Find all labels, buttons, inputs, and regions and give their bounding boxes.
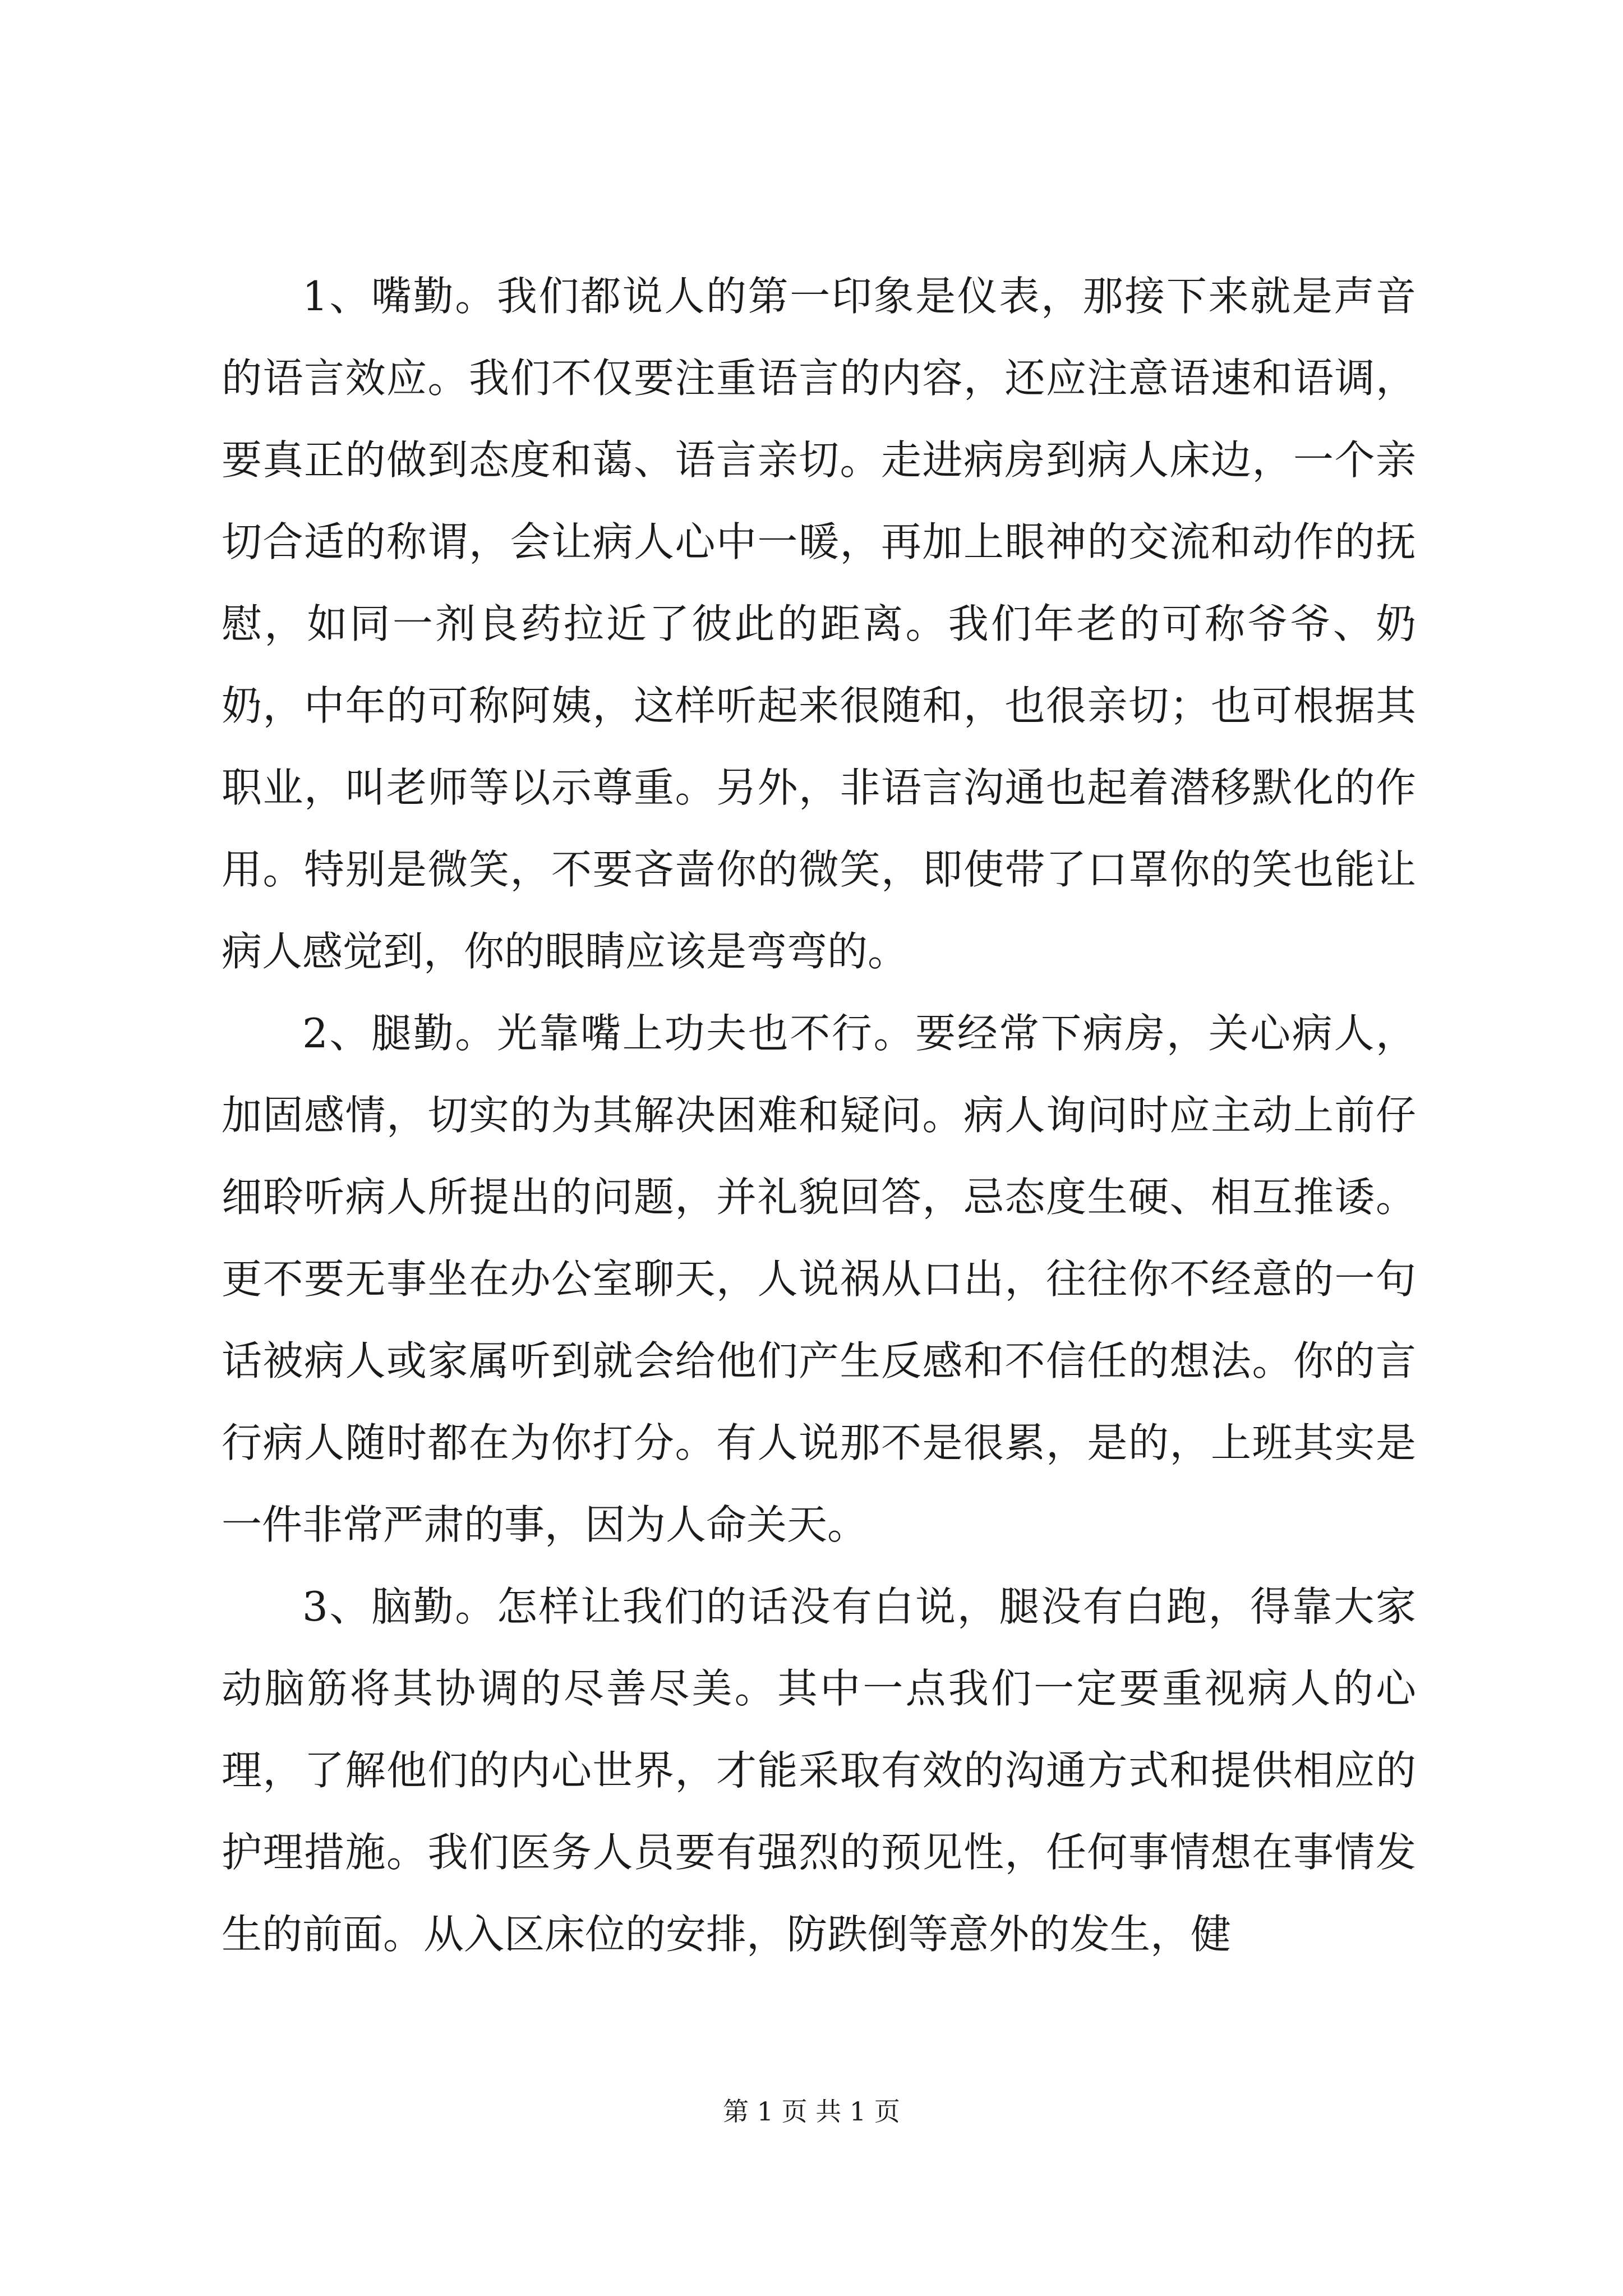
- page-footer: 第 1 页 共 1 页: [723, 2096, 900, 2127]
- paragraph-mouth-diligence: 1、嘴勤。我们都说人的第一印象是仪表，那接下来就是声音的语言效应。我们不仅要注重语言的内容，还应注意语速和语调，要真正的做到态度和蔼、语言亲切。走进病房到病人床边，一个亲切合适的称谓，会让病人心中一暖，再加上眼神的交流和动作的抚慰，如同一剂良药拉近了彼此的距离。我们年老的可称爷爷、奶奶，中年的可称阿姨，这样听起来很随和，也很亲切；也可根据其职业，叫老师等以示尊重。另外，非语言沟通也起着潜移默化的作用。特别是微笑，不要吝啬你的微笑，即使带了口罩你的笑也能让病人感觉到，你的眼睛应该是弯弯的。: [222, 273, 1416, 975]
- paragraph-brain-diligence: 3、脑勤。怎样让我们的话没有白说，腿没有白跑，得靠大家动脑筋将其协调的尽善尽美。其中一点我们一定要重视病人的心理，了解他们的内心世界，才能采取有效的沟通方式和提供相应的护理措施。我们医务人员要有强烈的预见性，任何事情想在事情发生的前面。从入区床位的安排，防跌倒等意外的发生，健: [222, 1583, 1416, 1958]
- document-body: [222, 255, 1416, 1975]
- paragraph-leg-diligence: 2、腿勤。光靠嘴上功夫也不行。要经常下病房，关心病人，加固感情，切实的为其解决困难和疑问。病人询问时应主动上前仔细聆听病人所提出的问题，并礼貌回答，忌态度生硬、相互推诿。更不要无事坐在办公室聊天，人说祸从口出，往往你不经意的一句话被病人或家属听到就会给他们产生反感和不信任的想法。你的言行病人随时都在为你打分。有人说那不是很累，是的，上班其实是一件非常严肃的事，因为人命关天。: [222, 1010, 1416, 1548]
